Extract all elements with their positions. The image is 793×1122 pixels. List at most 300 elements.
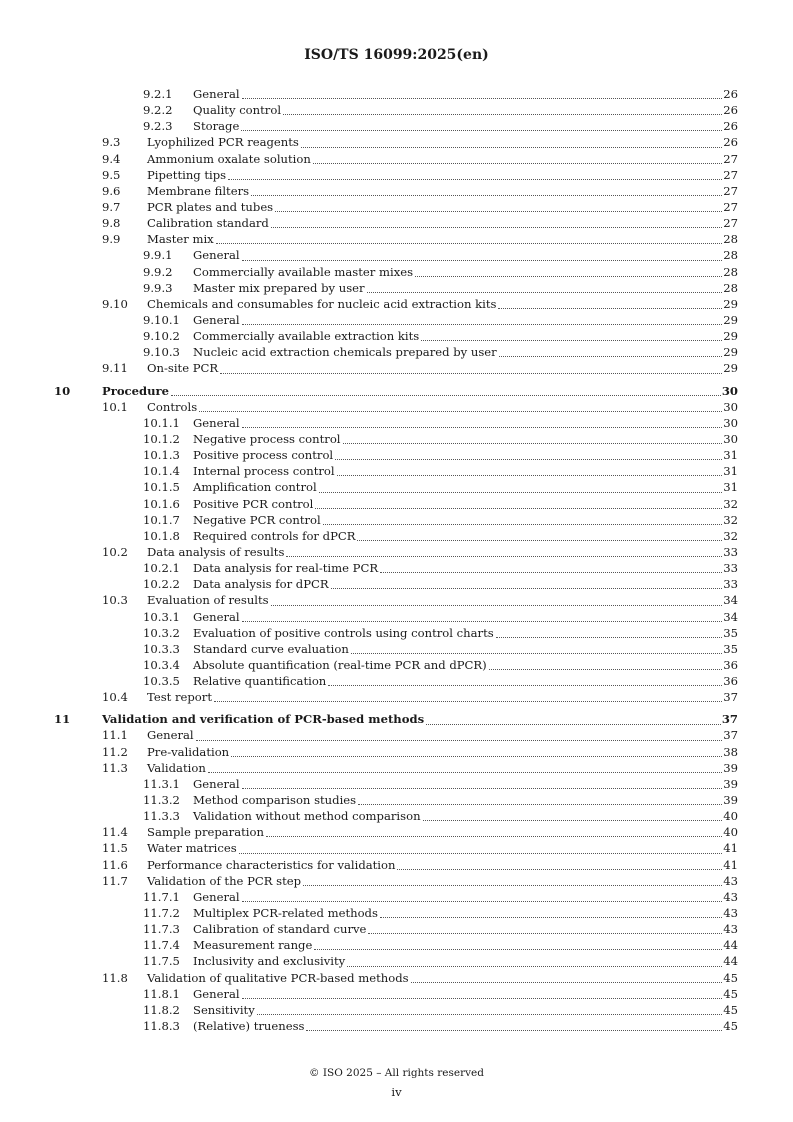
toc-entry-title: Water matrices xyxy=(147,841,237,856)
toc-entry-title: Commercially available master mixes xyxy=(193,264,414,279)
toc-entry-line xyxy=(193,1002,738,1018)
toc-entry-line xyxy=(147,727,738,743)
toc-entry-number: 11.7 xyxy=(102,873,128,888)
dot-leader xyxy=(496,637,723,638)
dot-leader xyxy=(275,211,722,212)
toc-entry-line xyxy=(193,776,738,792)
toc-entry-title: Sample preparation xyxy=(147,825,264,840)
toc-entry-number: 9.4 xyxy=(102,151,121,166)
toc-entry[interactable] xyxy=(54,383,738,399)
dot-leader xyxy=(271,605,723,606)
toc-entry-line xyxy=(193,576,738,592)
dot-leader xyxy=(489,669,723,670)
toc-entry-page: 27 xyxy=(723,167,738,182)
toc-entry-line xyxy=(193,264,738,280)
toc-entry-title: Sensitivity xyxy=(193,1002,255,1017)
dot-leader xyxy=(271,227,722,228)
toc-entry-title: General xyxy=(193,312,240,327)
toc-entry[interactable] xyxy=(54,937,738,953)
toc-entry-line xyxy=(193,447,738,463)
toc-entry-page: 43 xyxy=(723,873,738,888)
toc-entry[interactable] xyxy=(54,431,738,447)
dot-leader xyxy=(242,98,723,99)
dot-leader xyxy=(257,1014,722,1015)
dot-leader xyxy=(319,492,723,493)
toc-entry-title: General xyxy=(193,248,240,263)
toc-entry-page: 45 xyxy=(723,1002,738,1017)
toc-entry-number: 10.1.3 xyxy=(143,448,180,463)
toc-entry-page: 27 xyxy=(723,151,738,166)
toc-entry[interactable] xyxy=(54,86,738,102)
toc-entry-title: Required controls for dPCR xyxy=(193,528,356,543)
dot-leader xyxy=(196,740,723,741)
toc-entry-line xyxy=(193,808,738,824)
dot-leader xyxy=(214,701,722,702)
toc-entry-title: (Relative) trueness xyxy=(193,1019,305,1034)
toc-entry[interactable] xyxy=(54,873,738,889)
toc-entry-line xyxy=(193,905,738,921)
toc-entry-page: 29 xyxy=(723,296,738,311)
toc-entry-number: 10.3.4 xyxy=(143,657,180,672)
toc-entry-number: 9.10.3 xyxy=(143,345,180,360)
toc-entry-line xyxy=(147,824,738,840)
toc-entry[interactable] xyxy=(54,512,738,528)
toc-entry-line xyxy=(193,937,738,953)
toc-entry-number: 9.11 xyxy=(102,361,128,376)
toc-entry-page: 29 xyxy=(723,345,738,360)
dot-leader xyxy=(426,724,721,725)
dot-leader xyxy=(231,756,722,757)
toc-entry-title: General xyxy=(193,609,240,624)
toc-entry[interactable] xyxy=(54,215,738,231)
toc-entry-page: 27 xyxy=(723,199,738,214)
toc-entry-title: Evaluation of results xyxy=(147,593,269,608)
toc-entry[interactable] xyxy=(54,744,738,760)
toc-entry-line xyxy=(193,247,738,263)
toc-entry-title: Chemicals and consumables for nucleic acid extraction kits xyxy=(147,296,497,311)
toc-entry-number: 11.7.1 xyxy=(143,889,180,904)
toc-entry-page: 36 xyxy=(723,657,738,672)
toc-entry[interactable] xyxy=(54,134,738,150)
toc-entry-title: Quality control xyxy=(193,103,282,118)
toc-entry-line xyxy=(147,857,738,873)
document-header: ISO/TS 16099:2025(en) xyxy=(304,47,489,63)
toc-entry[interactable] xyxy=(54,808,738,824)
toc-entry[interactable] xyxy=(54,496,738,512)
toc-entry-number: 9.2.2 xyxy=(143,103,173,118)
toc-entry-number: 10.3 xyxy=(102,593,128,608)
toc-entry-title: Multiplex PCR-related methods xyxy=(193,906,378,921)
dot-leader xyxy=(301,147,722,148)
toc-entry-number: 10.4 xyxy=(102,690,128,705)
toc-entry[interactable] xyxy=(54,657,738,673)
dot-leader xyxy=(337,475,723,476)
toc-entry-line xyxy=(193,479,738,495)
toc-entry-title: Measurement range xyxy=(193,938,313,953)
toc-entry-line xyxy=(193,496,738,512)
toc-entry-title: Negative process control xyxy=(193,431,341,446)
toc-entry-title: Internal process control xyxy=(193,464,335,479)
toc-entry-page: 35 xyxy=(723,625,738,640)
toc-entry-line xyxy=(193,641,738,657)
toc-entry-line xyxy=(102,711,738,727)
toc-entry-number: 10 xyxy=(54,383,71,398)
toc-entry-page: 31 xyxy=(723,480,738,495)
dot-leader xyxy=(208,772,722,773)
toc-entry-page: 38 xyxy=(723,744,738,759)
toc-entry-number: 11.7.4 xyxy=(143,938,180,953)
toc-entry[interactable] xyxy=(54,312,738,328)
toc-entry[interactable] xyxy=(54,727,738,743)
dot-leader xyxy=(351,653,722,654)
toc-entry-number: 10.2.1 xyxy=(143,561,180,576)
toc-entry-page: 32 xyxy=(723,528,738,543)
toc-entry-line xyxy=(102,383,738,399)
toc-entry[interactable] xyxy=(54,247,738,263)
dot-leader xyxy=(239,853,723,854)
toc-entry-title: Membrane filters xyxy=(147,183,250,198)
toc-entry-line xyxy=(147,360,738,376)
dot-leader xyxy=(242,324,723,325)
toc-entry-number: 10.1.4 xyxy=(143,464,180,479)
toc-entry-page: 32 xyxy=(723,512,738,527)
toc-entry-page: 37 xyxy=(723,728,738,743)
toc-entry[interactable] xyxy=(54,986,738,1002)
toc-entry-page: 28 xyxy=(723,248,738,263)
toc-entry-number: 10.3.1 xyxy=(143,609,180,624)
toc-entry-number: 9.8 xyxy=(102,216,121,231)
toc-entry-page: 26 xyxy=(723,135,738,150)
toc-entry[interactable] xyxy=(54,625,738,641)
toc-entry-number: 11.8 xyxy=(102,970,128,985)
toc-entry-title: General xyxy=(193,776,240,791)
toc-entry[interactable] xyxy=(54,479,738,495)
toc-entry[interactable] xyxy=(54,167,738,183)
toc-entry[interactable] xyxy=(54,641,738,657)
toc-entry[interactable] xyxy=(54,689,738,705)
dot-leader xyxy=(266,836,722,837)
toc-entry[interactable] xyxy=(54,199,738,215)
toc-entry-number: 10.1.2 xyxy=(143,431,180,446)
toc-entry-number: 9.9.2 xyxy=(143,264,173,279)
toc-entry-line xyxy=(147,151,738,167)
toc-entry[interactable] xyxy=(54,857,738,873)
toc-entry-page: 43 xyxy=(723,906,738,921)
toc-entry[interactable] xyxy=(54,921,738,937)
toc-entry[interactable] xyxy=(54,889,738,905)
toc-entry-page: 31 xyxy=(723,448,738,463)
dot-leader xyxy=(498,308,722,309)
toc-entry-page: 40 xyxy=(723,809,738,824)
toc-entry-number: 11 xyxy=(54,712,71,727)
toc-entry-number: 11.2 xyxy=(102,744,128,759)
toc-entry[interactable] xyxy=(54,840,738,856)
toc-entry-page: 44 xyxy=(723,954,738,969)
toc-entry-page: 45 xyxy=(723,1019,738,1034)
toc-entry[interactable] xyxy=(54,953,738,969)
toc-entry-title: Calibration of standard curve xyxy=(193,922,367,937)
toc-entry-title: Validation of qualitative PCR-based methods xyxy=(147,970,409,985)
toc-entry-number: 11.3 xyxy=(102,760,128,775)
toc-entry-page: 41 xyxy=(723,857,738,872)
toc-entry-number: 9.6 xyxy=(102,183,121,198)
toc-entry-page: 44 xyxy=(723,938,738,953)
toc-entry-line xyxy=(193,1018,738,1034)
toc-entry-page: 43 xyxy=(723,889,738,904)
toc-entry-number: 10.3.3 xyxy=(143,641,180,656)
toc-entry-title: Master mix prepared by user xyxy=(193,280,365,295)
toc-entry-line xyxy=(193,889,738,905)
toc-entry-line xyxy=(147,970,738,986)
toc-entry-line xyxy=(193,560,738,576)
toc-entry-number: 11.3.2 xyxy=(143,793,180,808)
toc-entry-page: 29 xyxy=(723,361,738,376)
toc-entry[interactable] xyxy=(54,1018,738,1034)
toc-entry-line xyxy=(147,134,738,150)
dot-leader xyxy=(335,459,722,460)
toc-entry-line xyxy=(147,744,738,760)
toc-entry-page: 34 xyxy=(723,609,738,624)
toc-entry-number: 9.10 xyxy=(102,296,128,311)
dot-leader xyxy=(251,195,722,196)
toc-entry[interactable] xyxy=(54,399,738,415)
dot-leader xyxy=(220,373,722,374)
toc-entry-number: 11.8.3 xyxy=(143,1019,180,1034)
dot-leader xyxy=(315,508,722,509)
dot-leader xyxy=(283,114,722,115)
toc-entry-line xyxy=(147,544,738,560)
toc-entry-number: 10.1.5 xyxy=(143,480,180,495)
dot-leader xyxy=(397,869,722,870)
toc-entry-number: 10.1.8 xyxy=(143,528,180,543)
toc-entry-page: 45 xyxy=(723,986,738,1001)
toc-entry[interactable] xyxy=(54,792,738,808)
dot-leader xyxy=(313,163,722,164)
dot-leader xyxy=(380,572,722,573)
toc-entry[interactable] xyxy=(54,231,738,247)
toc-entry-title: Pre-validation xyxy=(147,744,230,759)
toc-entry-line xyxy=(147,296,738,312)
toc-entry-title: Ammonium oxalate solution xyxy=(147,151,311,166)
toc-entry[interactable] xyxy=(54,415,738,431)
toc-entry-title: Test report xyxy=(147,690,212,705)
toc-entry-line xyxy=(193,463,738,479)
dot-leader xyxy=(242,998,723,999)
toc-entry-page: 27 xyxy=(723,183,738,198)
toc-entry-line xyxy=(193,673,738,689)
toc-entry-title: Data analysis of results xyxy=(147,544,285,559)
toc-entry[interactable] xyxy=(54,760,738,776)
toc-entry-number: 10.2 xyxy=(102,544,128,559)
toc-entry-number: 11.7.5 xyxy=(143,954,180,969)
toc-entry-title: Method comparison studies xyxy=(193,793,357,808)
dot-leader xyxy=(199,411,722,412)
toc-entry[interactable] xyxy=(54,970,738,986)
toc-entry-line xyxy=(193,609,738,625)
dot-leader xyxy=(368,933,722,934)
toc-entry-title: PCR plates and tubes xyxy=(147,199,274,214)
toc-entry-page: 26 xyxy=(723,119,738,134)
toc-entry-title: Controls xyxy=(147,399,198,414)
toc-entry[interactable] xyxy=(54,905,738,921)
toc-entry-line xyxy=(193,657,738,673)
dot-leader xyxy=(367,292,723,293)
toc-entry-title: Positive PCR control xyxy=(193,496,314,511)
toc-entry[interactable] xyxy=(54,447,738,463)
page-number: iv xyxy=(391,1085,402,1099)
toc-entry[interactable] xyxy=(54,1002,738,1018)
toc-entry-number: 11.3.3 xyxy=(143,809,180,824)
toc-entry[interactable] xyxy=(54,824,738,840)
toc-entry[interactable] xyxy=(54,328,738,344)
dot-leader xyxy=(216,243,723,244)
toc-entry[interactable] xyxy=(54,118,738,134)
toc-entry-title: Data analysis for dPCR xyxy=(193,577,329,592)
toc-entry-number: 11.4 xyxy=(102,825,128,840)
toc-entry[interactable] xyxy=(54,609,738,625)
toc-entry[interactable] xyxy=(54,280,738,296)
dot-leader xyxy=(415,276,722,277)
toc-entry-line xyxy=(193,344,738,360)
toc-entry-number: 9.7 xyxy=(102,199,121,214)
toc-entry-number: 11.3.1 xyxy=(143,776,180,791)
toc-entry-line xyxy=(193,328,738,344)
toc-entry[interactable] xyxy=(54,360,738,376)
toc-entry-number: 10.1.1 xyxy=(143,415,180,430)
toc-entry-page: 34 xyxy=(723,593,738,608)
toc-entry-number: 9.2.3 xyxy=(143,119,173,134)
toc-entry-title: General xyxy=(193,986,240,1001)
toc-entry[interactable] xyxy=(54,463,738,479)
toc-entry-title: Negative PCR control xyxy=(193,512,321,527)
toc-entry-line xyxy=(193,312,738,328)
toc-entry-title: Standard curve evaluation xyxy=(193,641,349,656)
toc-entry-page: 33 xyxy=(723,561,738,576)
toc-entry-number: 9.5 xyxy=(102,167,121,182)
toc-entry-title: Master mix xyxy=(147,232,214,247)
toc-entry-line xyxy=(193,792,738,808)
dot-leader xyxy=(380,917,722,918)
toc-entry-title: Procedure xyxy=(102,383,170,398)
toc-entry[interactable] xyxy=(54,296,738,312)
toc-entry[interactable] xyxy=(54,560,738,576)
dot-leader xyxy=(357,540,722,541)
toc-entry-page: 28 xyxy=(723,280,738,295)
toc-entry-line xyxy=(147,399,738,415)
toc-entry-page: 40 xyxy=(723,825,738,840)
toc-entry[interactable] xyxy=(54,592,738,608)
dot-leader xyxy=(423,820,723,821)
toc-entry-line xyxy=(193,280,738,296)
toc-entry-title: Commercially available extraction kits xyxy=(193,329,420,344)
copyright-notice: © ISO 2025 – All rights reserved xyxy=(309,1067,484,1079)
toc-entry-page: 30 xyxy=(723,399,738,414)
toc-entry-title: On-site PCR xyxy=(147,361,219,376)
toc-entry-page: 37 xyxy=(721,712,738,727)
toc-entry-number: 10.3.2 xyxy=(143,625,180,640)
toc-entry-line xyxy=(147,183,738,199)
toc-entry-line xyxy=(193,512,738,528)
toc-entry-number: 9.9.3 xyxy=(143,280,173,295)
toc-entry-title: Amplification control xyxy=(193,480,317,495)
toc-entry-title: General xyxy=(147,728,194,743)
toc-entry-number: 11.8.2 xyxy=(143,1002,180,1017)
toc-entry-page: 26 xyxy=(723,87,738,101)
toc-entry-title: Performance characteristics for validation xyxy=(147,857,396,872)
toc-entry-line xyxy=(193,986,738,1002)
toc-entry-title: Relative quantification xyxy=(193,674,327,689)
toc-entry[interactable] xyxy=(54,776,738,792)
dot-leader xyxy=(314,949,722,950)
toc-entry[interactable] xyxy=(54,264,738,280)
dot-leader xyxy=(331,588,723,589)
toc-entry-line xyxy=(193,921,738,937)
toc-entry-number: 9.10.1 xyxy=(143,312,180,327)
toc-entry-number: 11.6 xyxy=(102,857,128,872)
toc-entry-title: General xyxy=(193,87,240,101)
toc-entry-page: 39 xyxy=(723,776,738,791)
toc-entry[interactable] xyxy=(54,151,738,167)
toc-entry[interactable] xyxy=(54,711,738,727)
toc-entry-page: 33 xyxy=(723,577,738,592)
toc-entry[interactable] xyxy=(54,544,738,560)
toc-entry-line xyxy=(147,215,738,231)
toc-entry-title: Validation of the PCR step xyxy=(147,873,302,888)
toc-entry[interactable] xyxy=(54,576,738,592)
toc-entry-page: 30 xyxy=(723,431,738,446)
dot-leader xyxy=(241,130,722,131)
toc-entry[interactable] xyxy=(54,102,738,118)
toc-entry-page: 39 xyxy=(723,760,738,775)
dot-leader xyxy=(421,340,722,341)
toc-entry-number: 10.3.5 xyxy=(143,674,180,689)
toc-entry-number: 11.1 xyxy=(102,728,128,743)
toc-entry-line xyxy=(193,431,738,447)
toc-entry-page: 29 xyxy=(723,329,738,344)
toc-entry[interactable] xyxy=(54,673,738,689)
toc-entry-number: 10.2.2 xyxy=(143,577,180,592)
toc-entry[interactable] xyxy=(54,183,738,199)
toc-entry-line xyxy=(193,118,738,134)
dot-leader xyxy=(242,901,723,902)
toc-entry-line xyxy=(193,102,738,118)
toc-entry-line xyxy=(193,415,738,431)
toc-entry[interactable] xyxy=(54,528,738,544)
toc-entry-page: 43 xyxy=(723,922,738,937)
toc-entry-page: 27 xyxy=(723,216,738,231)
toc-entry-line xyxy=(147,167,738,183)
toc-entry-title: Positive process control xyxy=(193,448,334,463)
toc-entry-title: Validation without method comparison xyxy=(193,809,421,824)
table-of-contents xyxy=(54,86,738,1034)
toc-entry[interactable] xyxy=(54,344,738,360)
toc-entry-page: 41 xyxy=(723,841,738,856)
toc-entry-line xyxy=(193,953,738,969)
toc-entry-line xyxy=(147,231,738,247)
dot-leader xyxy=(323,524,723,525)
toc-entry-title: Absolute quantification (real-time PCR and dPCR) xyxy=(193,657,487,672)
toc-entry-page: 31 xyxy=(723,464,738,479)
toc-entry-page: 35 xyxy=(723,641,738,656)
toc-entry-line xyxy=(193,625,738,641)
toc-entry-title: General xyxy=(193,889,240,904)
dot-leader xyxy=(303,885,722,886)
toc-entry-page: 26 xyxy=(723,103,738,118)
dot-leader xyxy=(411,982,723,983)
toc-entry-line xyxy=(147,840,738,856)
toc-entry-number: 10.1.6 xyxy=(143,496,180,511)
toc-entry-page: 45 xyxy=(723,970,738,985)
